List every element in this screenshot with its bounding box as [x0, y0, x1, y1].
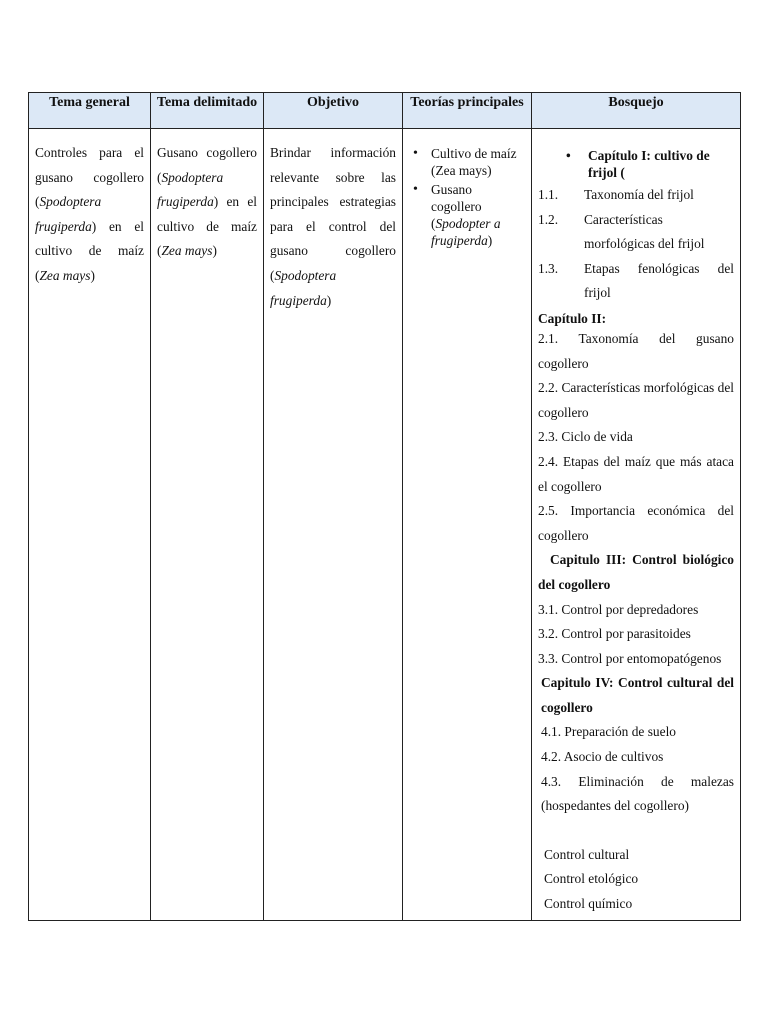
species-name: Spodoptera frugiperda	[157, 169, 224, 210]
tema-delimitado-text: )	[212, 243, 217, 259]
objetivo-text: )	[326, 292, 332, 308]
teoria-text: Gusano cogollero (	[431, 182, 482, 231]
chapter-3-title: Capitulo III: Control biológico del cogollero	[538, 552, 734, 592]
cell-teorias	[403, 129, 532, 921]
cell-tema-delimitado	[151, 129, 264, 921]
teoria-item	[409, 145, 525, 179]
outline-item: 2.1. Taxonomía del gusano cogollero	[538, 330, 734, 371]
outline-item: 4.3. Eliminación de malezas (hospedantes del cogollero)	[541, 773, 734, 814]
outline-item: 2.4. Etapas del maíz que más ataca el cogollero	[538, 453, 734, 494]
item-text: Taxonomía del frijol	[584, 187, 694, 202]
spacer	[538, 819, 734, 843]
item-number: 1.3.	[538, 260, 559, 276]
objetivo-text: Brindar información relevante sobre las principales estrategias para el control del gusano cogollero (	[270, 145, 396, 283]
header-tema-delimitado: Tema delimitado	[151, 93, 264, 129]
teorias-list	[409, 145, 525, 249]
outline-item	[538, 257, 734, 306]
item-number: 1.1.	[538, 187, 559, 202]
item-number: 1.2.	[538, 211, 559, 227]
species-name: Spodoptera frugiperda	[270, 267, 337, 308]
control-item: Control cultural	[544, 846, 630, 862]
outline-item: 2.5. Importancia económica del cogollero	[538, 503, 734, 543]
cell-bosquejo	[532, 129, 741, 921]
teoria-text: Cultivo de maíz (Zea mays)	[431, 146, 517, 178]
crop-name: Zea mays	[161, 243, 213, 259]
teoria-text: )	[487, 233, 493, 248]
outline-item: 4.2. Asocio de cultivos	[541, 749, 664, 765]
control-item: Control etológico	[544, 871, 639, 887]
chapter-1-title: • Capítulo I: cultivo de frijol (	[538, 147, 734, 181]
item-text: Características morfológicas del frijol	[584, 211, 705, 252]
species-name: Spodoptera frugiperda	[35, 194, 102, 234]
crop-name: Zea mays	[39, 267, 91, 283]
header-objetivo: Objetivo	[264, 93, 403, 129]
tema-delimitado-text: ) en el cultivo de maíz (	[157, 194, 257, 259]
control-item: Control químico	[544, 896, 633, 912]
outline-item: 2.2. Características morfológicas del cogollero	[538, 380, 734, 420]
outline-item: 4.1. Preparación de suelo	[541, 724, 676, 740]
header-row	[29, 93, 741, 129]
tema-general-text: Controles para el gusano cogollero (	[35, 145, 144, 210]
outline-item: 3.2. Control por parasitoides	[538, 626, 691, 642]
chapter-4-title: Capitulo IV: Control cultural del cogollero	[541, 675, 734, 715]
content-row	[29, 129, 741, 921]
tema-delimitado-text: Gusano cogollero (	[157, 145, 257, 185]
outline-item	[538, 208, 734, 257]
chapter-2-title: Capítulo II:	[538, 310, 607, 326]
tema-general-text: )	[90, 267, 95, 283]
cell-objetivo	[264, 129, 403, 921]
tema-general-text: ) en el cultivo de maíz (	[35, 218, 144, 283]
outline-item	[538, 183, 734, 208]
header-tema-general: Tema general	[29, 93, 151, 129]
header-bosquejo: Bosquejo	[532, 93, 741, 129]
header-teorias: Teorías principales	[403, 93, 532, 129]
teoria-item	[409, 181, 525, 249]
cell-tema-general	[29, 129, 151, 921]
outline-item: 2.3. Ciclo de vida	[538, 429, 633, 445]
outline-item: 3.1. Control por depredadores	[538, 601, 699, 617]
outline-item: 3.3. Control por entomopatógenos	[538, 650, 722, 666]
outline-table	[28, 92, 741, 921]
item-text: Etapas fenológicas del frijol	[584, 260, 734, 301]
species-name: Spodopter a frugiperda	[431, 216, 501, 248]
